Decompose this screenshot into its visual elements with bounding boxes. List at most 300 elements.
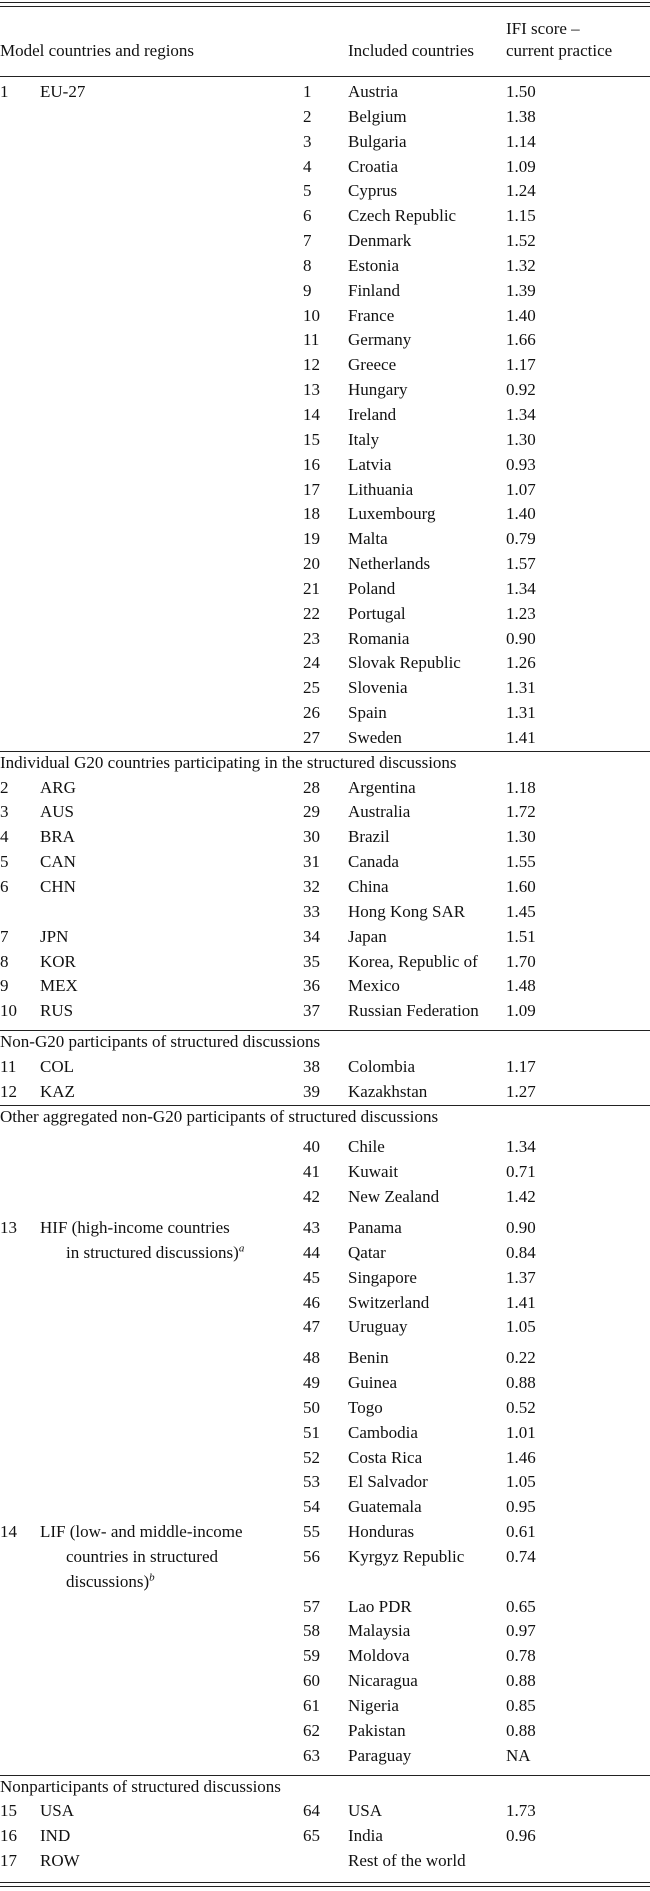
ifi-score: 0.78	[506, 1646, 536, 1666]
ifi-score: 0.97	[506, 1621, 536, 1641]
ifi-score: NA	[506, 1745, 531, 1765]
country-number: 11	[303, 330, 320, 350]
country-name: Moldova	[348, 1646, 410, 1666]
model-name: RUS	[40, 1001, 74, 1021]
table-row	[0, 800, 650, 825]
country-name: Belgium	[348, 106, 407, 126]
ifi-score: 1.51	[506, 926, 536, 946]
table-row	[0, 577, 650, 602]
model-name-line: HIF (high-income countries	[40, 1217, 230, 1237]
model-number: 14	[0, 1522, 17, 1542]
section-row	[0, 751, 650, 776]
ifi-score: 0.92	[506, 380, 536, 400]
table-row	[0, 478, 650, 503]
table-row	[0, 627, 650, 652]
country-number: 4	[303, 156, 312, 176]
country-number: 27	[303, 727, 320, 747]
table-row	[0, 1669, 650, 1694]
table-row	[0, 1545, 650, 1595]
model-number: 3	[0, 802, 9, 822]
ifi-score: 0.65	[506, 1596, 536, 1616]
ifi-score: 0.22	[506, 1348, 536, 1368]
model-name: COL	[40, 1056, 74, 1076]
table-row	[0, 974, 650, 999]
ifi-score: 1.39	[506, 280, 536, 300]
country-number: 49	[303, 1373, 320, 1393]
model-number: 12	[0, 1081, 17, 1101]
country-name: Cambodia	[348, 1422, 418, 1442]
ifi-score: 1.09	[506, 1001, 536, 1021]
table-row	[0, 900, 650, 925]
country-name: Brazil	[348, 827, 390, 847]
model-name: BRA	[40, 827, 75, 847]
ifi-score: 1.05	[506, 1472, 536, 1492]
header-rule	[0, 76, 650, 77]
country-name: Estonia	[348, 255, 399, 275]
country-name: Uruguay	[348, 1317, 408, 1337]
table-row	[0, 279, 650, 304]
table-row	[0, 1644, 650, 1669]
ifi-score: 1.07	[506, 479, 536, 499]
country-name: Argentina	[348, 777, 416, 797]
ifi-score: 0.88	[506, 1671, 536, 1691]
model-number: 10	[0, 1001, 17, 1021]
model-number: 2	[0, 777, 9, 797]
ifi-score: 1.26	[506, 653, 536, 673]
country-number: 7	[303, 231, 312, 251]
model-name: JPN	[40, 926, 69, 946]
table-row	[0, 1135, 650, 1160]
ifi-score: 1.70	[506, 951, 536, 971]
table-row	[0, 776, 650, 801]
country-number: 15	[303, 429, 320, 449]
ifi-score: 0.61	[506, 1522, 536, 1542]
country-number: 25	[303, 678, 320, 698]
country-number: 13	[303, 380, 320, 400]
table-row	[0, 1719, 650, 1744]
table-row	[0, 1619, 650, 1644]
country-name: Croatia	[348, 156, 399, 176]
country-name: Pakistan	[348, 1720, 406, 1740]
ifi-score: 0.93	[506, 454, 536, 474]
model-name: EU-27	[40, 82, 86, 101]
country-number: 28	[303, 777, 320, 797]
model-name-text: in structured discussions)	[66, 1242, 239, 1262]
table-row	[0, 875, 650, 900]
country-number: 2	[303, 106, 312, 126]
country-number: 21	[303, 578, 320, 598]
table-row	[0, 999, 650, 1024]
country-name: Nicaragua	[348, 1671, 418, 1691]
country-number: 12	[303, 355, 320, 375]
model-name: KOR	[40, 951, 76, 971]
model-name: CHN	[40, 877, 76, 896]
table-row	[0, 1824, 650, 1849]
country-name: El Salvador	[348, 1472, 428, 1492]
ifi-score: 1.30	[506, 429, 536, 449]
country-name: Kuwait	[348, 1162, 399, 1182]
table-row	[0, 1160, 650, 1185]
table-row	[0, 1266, 650, 1291]
model-number: 17	[0, 1851, 17, 1871]
model-number: 16	[0, 1826, 17, 1846]
country-name: Hungary	[348, 380, 408, 400]
table-row	[0, 552, 650, 577]
bottom-rule	[0, 1882, 650, 1883]
header-ifi-score: IFI score –	[506, 19, 580, 38]
ifi-score: 1.40	[506, 504, 536, 524]
country-name: Rest of the world	[348, 1851, 466, 1871]
country-number: 35	[303, 951, 320, 971]
country-number: 14	[303, 404, 320, 424]
country-number: 42	[303, 1187, 320, 1207]
ifi-score: 1.17	[506, 1056, 536, 1076]
table-row	[0, 676, 650, 701]
section-row	[0, 1105, 650, 1130]
ifi-score: 0.84	[506, 1242, 536, 1262]
table-row	[0, 1055, 650, 1080]
footnote-marker: b	[149, 1571, 155, 1584]
ifi-score: 1.27	[506, 1081, 536, 1101]
table-row	[0, 1495, 650, 1520]
table-row	[0, 80, 650, 105]
country-name: Guinea	[348, 1373, 398, 1393]
model-name: CAN	[40, 852, 76, 872]
country-number: 65	[303, 1826, 320, 1846]
table-row	[0, 825, 650, 850]
ifi-score: 1.34	[506, 578, 536, 598]
country-name: Colombia	[348, 1056, 416, 1076]
country-number: 44	[303, 1242, 320, 1262]
model-number: 9	[0, 976, 9, 996]
ifi-score: 0.88	[506, 1373, 536, 1393]
country-number: 54	[303, 1497, 320, 1517]
table-row	[0, 502, 650, 527]
country-number: 45	[303, 1267, 320, 1287]
country-name: Cyprus	[348, 181, 398, 201]
country-number: 47	[303, 1317, 320, 1337]
country-number: 36	[303, 976, 320, 996]
ifi-score: 1.66	[506, 330, 536, 350]
model-name: USA	[40, 1801, 75, 1821]
ifi-score: 1.38	[506, 106, 536, 126]
ifi-score: 1.45	[506, 901, 536, 921]
ifi-score: 1.37	[506, 1267, 536, 1287]
table-row	[0, 403, 650, 428]
table-row	[0, 1291, 650, 1316]
country-name: Malta	[348, 529, 388, 549]
country-name: Korea, Republic of	[348, 951, 478, 971]
country-number: 39	[303, 1081, 320, 1101]
country-name: Czech Republic	[348, 206, 457, 226]
country-number: 34	[303, 926, 320, 946]
model-name: KAZ	[40, 1081, 75, 1101]
ifi-score: 1.32	[506, 255, 536, 275]
section-title: Other aggregated non-G20 participants of structured discussions	[0, 1106, 439, 1126]
ifi-score: 1.42	[506, 1187, 536, 1207]
header-model-countries: Model countries and regions	[0, 41, 195, 60]
ifi-score: 1.09	[506, 156, 536, 176]
ifi-score: 1.31	[506, 678, 536, 698]
table-row	[0, 328, 650, 353]
ifi-score: 1.34	[506, 404, 536, 424]
section-row	[0, 1775, 650, 1800]
country-name: Netherlands	[348, 554, 431, 574]
table-row	[0, 179, 650, 204]
ifi-score: 1.40	[506, 305, 536, 325]
country-name: Spain	[348, 703, 387, 723]
section-title: Individual G20 countries participating in the structured discussions	[0, 752, 457, 772]
ifi-score: 1.60	[506, 877, 536, 896]
ifi-score: 1.52	[506, 231, 536, 251]
country-name: Singapore	[348, 1267, 417, 1287]
country-name: Austria	[348, 82, 399, 101]
country-name: New Zealand	[348, 1187, 440, 1207]
ifi-score: 0.52	[506, 1397, 536, 1417]
country-name: Canada	[348, 852, 399, 872]
country-name: Japan	[348, 926, 387, 946]
ifi-score: 0.95	[506, 1497, 536, 1517]
model-name: IND	[40, 1826, 71, 1846]
footnote-marker: a	[238, 1242, 245, 1255]
table-row	[0, 229, 650, 254]
ifi-score: 1.31	[506, 703, 536, 723]
country-number: 55	[303, 1522, 320, 1542]
country-number: 16	[303, 454, 320, 474]
ifi-score: 1.34	[506, 1137, 536, 1157]
country-name: Luxembourg	[348, 504, 436, 524]
model-number: 11	[0, 1056, 17, 1076]
ifi-score: 1.24	[506, 181, 536, 201]
ifi-score: 1.57	[506, 554, 536, 574]
country-number: 30	[303, 827, 320, 847]
country-number: 64	[303, 1801, 320, 1821]
country-name: Ireland	[348, 404, 397, 424]
ifi-score: 0.71	[506, 1162, 536, 1182]
country-number: 60	[303, 1671, 320, 1691]
country-name: Romania	[348, 628, 410, 648]
section-title: Nonparticipants of structured discussions	[0, 1776, 281, 1796]
country-number: 9	[303, 280, 312, 300]
table-row	[0, 1446, 650, 1471]
country-number: 62	[303, 1720, 320, 1740]
country-name: Malaysia	[348, 1621, 411, 1641]
ifi-score: 1.41	[506, 727, 536, 747]
country-name: USA	[348, 1801, 383, 1821]
table-row	[0, 155, 650, 180]
table-row	[0, 1185, 650, 1210]
section-title: Non-G20 participants of structured discussions	[0, 1032, 321, 1052]
model-number: 6	[0, 877, 9, 896]
country-number: 22	[303, 603, 320, 623]
ifi-score: 0.96	[506, 1826, 536, 1846]
model-name: AUS	[40, 802, 75, 822]
country-number: 32	[303, 877, 320, 896]
country-name: Honduras	[348, 1522, 415, 1542]
country-name: Benin	[348, 1348, 389, 1368]
table-row	[0, 1346, 650, 1371]
country-name: Qatar	[348, 1242, 386, 1262]
table-row	[0, 130, 650, 155]
country-number: 37	[303, 1001, 320, 1021]
country-name: China	[348, 877, 389, 896]
model-name-line: LIF (low- and middle-income	[40, 1522, 243, 1542]
country-name: Guatemala	[348, 1497, 422, 1517]
ifi-score: 1.23	[506, 603, 536, 623]
country-number: 56	[303, 1546, 320, 1566]
table-row	[0, 602, 650, 627]
country-number: 38	[303, 1056, 320, 1076]
country-name: Panama	[348, 1217, 402, 1237]
country-number: 59	[303, 1646, 320, 1666]
model-number: 15	[0, 1801, 17, 1821]
ifi-score: 0.85	[506, 1696, 536, 1715]
country-number: 5	[303, 181, 312, 201]
country-name: Poland	[348, 578, 396, 598]
country-number: 24	[303, 653, 320, 673]
table-body	[0, 80, 650, 1874]
table-row	[0, 428, 650, 453]
model-number: 13	[0, 1217, 17, 1237]
ifi-score: 0.79	[506, 529, 536, 549]
table-row	[0, 527, 650, 552]
model-number: 7	[0, 926, 9, 946]
country-number: 53	[303, 1472, 320, 1492]
country-number: 10	[303, 305, 320, 325]
table-row	[0, 1595, 650, 1620]
table-row	[0, 204, 650, 229]
table-row	[0, 254, 650, 279]
model-name: ROW	[40, 1851, 80, 1871]
country-number: 23	[303, 628, 320, 648]
country-number: 61	[303, 1696, 320, 1715]
ifi-score: 0.90	[506, 1217, 536, 1237]
table-row	[0, 1694, 650, 1719]
ifi-score: 1.72	[506, 802, 536, 822]
model-number: 5	[0, 852, 9, 872]
ifi-score: 1.73	[506, 1801, 536, 1821]
ifi-score: 1.14	[506, 131, 536, 151]
table-row	[0, 353, 650, 378]
table-row	[0, 1371, 650, 1396]
ifi-score: 1.30	[506, 827, 536, 847]
country-name: Finland	[348, 280, 400, 300]
country-name: Australia	[348, 802, 411, 822]
model-number: 1	[0, 82, 9, 101]
country-number: 6	[303, 206, 312, 226]
country-number: 1	[303, 82, 312, 101]
country-name: Hong Kong SAR	[348, 901, 466, 921]
country-number: 20	[303, 554, 320, 574]
model-name-line: countries in structured	[66, 1546, 219, 1566]
country-name: Paraguay	[348, 1745, 412, 1765]
country-name: Latvia	[348, 454, 392, 474]
country-name: Togo	[348, 1397, 383, 1417]
country-number: 63	[303, 1745, 320, 1765]
header-ifi-score-subtitle: current practice	[506, 41, 613, 60]
table-row	[0, 1799, 650, 1824]
table-row	[0, 1470, 650, 1495]
table-row	[0, 304, 650, 329]
country-name: Nigeria	[348, 1696, 399, 1715]
country-name: Kyrgyz Republic	[348, 1546, 465, 1566]
country-name: Mexico	[348, 976, 400, 996]
table-row	[0, 1421, 650, 1446]
country-number: 3	[303, 131, 312, 151]
country-name: Italy	[348, 429, 380, 449]
table-row	[0, 925, 650, 950]
country-number: 17	[303, 479, 320, 499]
country-number: 33	[303, 901, 320, 921]
table-row	[0, 453, 650, 478]
country-name: Chile	[348, 1137, 385, 1157]
country-name: Lithuania	[348, 479, 414, 499]
table-row	[0, 850, 650, 875]
table-row	[0, 701, 650, 726]
country-name: Switzerland	[348, 1292, 430, 1312]
country-number: 43	[303, 1217, 320, 1237]
country-number: 46	[303, 1292, 320, 1312]
country-name: Kazakhstan	[348, 1081, 428, 1101]
country-number: 58	[303, 1621, 320, 1641]
country-number: 57	[303, 1596, 320, 1616]
top-rule	[0, 2, 650, 3]
country-name: India	[348, 1826, 383, 1846]
table-row	[0, 105, 650, 130]
country-name: Sweden	[348, 727, 402, 747]
country-name: Greece	[348, 355, 397, 375]
table-row	[0, 1315, 650, 1340]
model-name-text: discussions)	[66, 1571, 150, 1591]
table-row	[0, 950, 650, 975]
country-name: Costa Rica	[348, 1447, 423, 1467]
table-row	[0, 1744, 650, 1769]
ifi-score: 1.55	[506, 852, 536, 872]
country-name: France	[348, 305, 395, 325]
ifi-score: 1.48	[506, 976, 536, 996]
ifi-score: 1.05	[506, 1317, 536, 1337]
ifi-score: 0.74	[506, 1546, 536, 1566]
country-name: Russian Federation	[348, 1001, 479, 1021]
country-number: 18	[303, 504, 320, 524]
country-number: 50	[303, 1397, 320, 1417]
bottom-rule	[0, 1886, 650, 1887]
country-number: 41	[303, 1162, 320, 1182]
country-number: 26	[303, 703, 320, 723]
country-name: Portugal	[348, 603, 406, 623]
country-name: Lao PDR	[348, 1596, 412, 1616]
ifi-score: 0.90	[506, 628, 536, 648]
section-row	[0, 1030, 650, 1055]
ifi-score: 1.50	[506, 82, 536, 101]
country-number: 19	[303, 529, 320, 549]
ifi-score: 1.18	[506, 777, 536, 797]
ifi-score: 1.15	[506, 206, 536, 226]
model-name: MEX	[40, 976, 78, 996]
country-name: Denmark	[348, 231, 412, 251]
ifi-score: 1.01	[506, 1422, 536, 1442]
country-number: 51	[303, 1422, 320, 1442]
table-row	[0, 726, 650, 751]
country-name: Germany	[348, 330, 412, 350]
country-number: 29	[303, 802, 320, 822]
country-number: 48	[303, 1348, 320, 1368]
country-name: Bulgaria	[348, 131, 407, 151]
ifi-score: 1.46	[506, 1447, 536, 1467]
table-row	[0, 1241, 650, 1266]
table-row	[0, 378, 650, 403]
model-number: 8	[0, 951, 9, 971]
